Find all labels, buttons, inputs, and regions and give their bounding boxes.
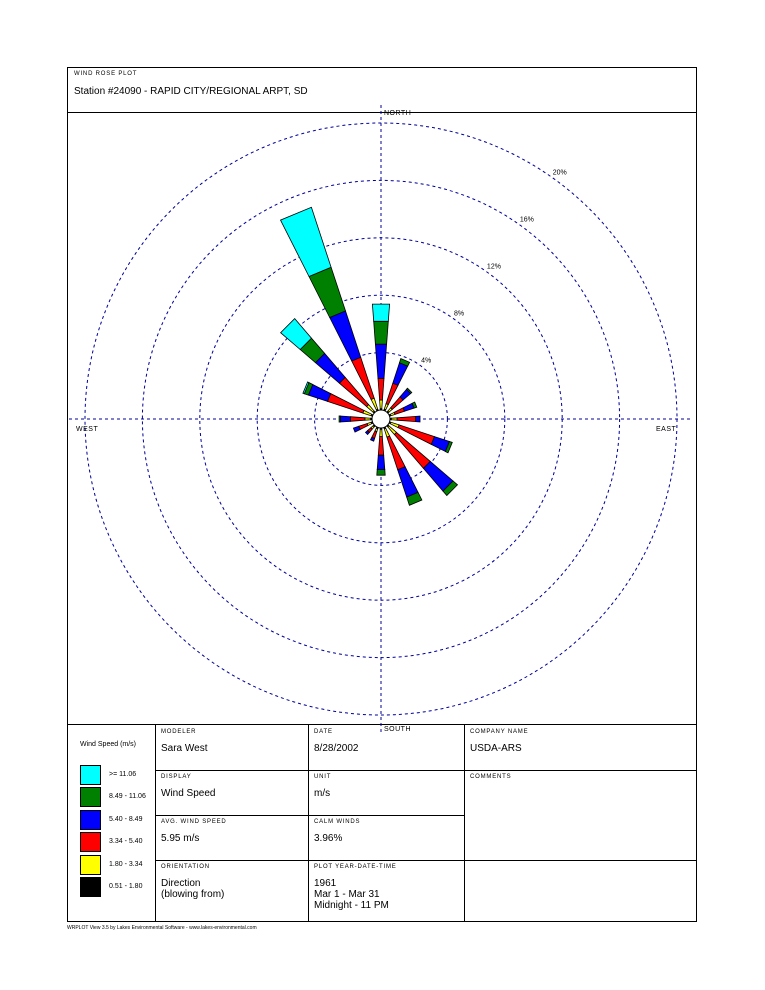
legend-label: 3.34 - 5.40 xyxy=(109,838,143,845)
calm-winds-label: CALM WINDS xyxy=(314,819,361,825)
modeler-value: Sara West xyxy=(161,743,208,754)
legend-swatch xyxy=(80,832,101,852)
petal-N-bin-5 xyxy=(372,304,389,321)
petal-W-bin-2 xyxy=(351,417,365,422)
petal-ESE-bin-1 xyxy=(390,422,399,427)
petal-SSE-bin-3 xyxy=(398,467,418,497)
ring-label: 20% xyxy=(552,169,567,177)
petal-WSW-bin-3 xyxy=(353,426,360,432)
plot-type-label: WIND ROSE PLOT xyxy=(74,71,138,77)
ring-label: 4% xyxy=(421,357,432,365)
petal-S-bin-2 xyxy=(378,437,383,456)
period-value xyxy=(314,878,389,911)
calm-winds-value: 3.96% xyxy=(314,833,343,844)
petal-NE-bin-2 xyxy=(391,397,404,410)
petal-N-bin-2 xyxy=(378,379,384,401)
ring-label: 12% xyxy=(486,263,501,271)
legend-swatch xyxy=(80,765,101,785)
period-hours: Midnight - 11 PM xyxy=(314,900,389,911)
orientation-line: (blowing from) xyxy=(161,889,225,900)
legend-label: 0.51 - 1.80 xyxy=(109,883,143,890)
plot-header xyxy=(68,68,696,113)
petal-W-bin-4 xyxy=(339,416,340,422)
petal-E-bin-1 xyxy=(391,418,397,420)
speed-legend xyxy=(68,725,155,922)
company-value: USDA-ARS xyxy=(470,743,522,754)
north-label: NORTH xyxy=(384,110,412,117)
legend-label: 1.80 - 3.34 xyxy=(109,861,143,868)
legend-title: Wind Speed (m/s) xyxy=(80,741,137,748)
legend-label: 5.40 - 8.49 xyxy=(109,816,143,823)
petal-SSW-bin-3 xyxy=(371,437,375,441)
date-value: 8/28/2002 xyxy=(314,743,359,754)
petal-NNE-bin-3 xyxy=(393,363,408,386)
date-label: DATE xyxy=(314,729,333,735)
unit-label: UNIT xyxy=(314,774,332,780)
petal-E-bin-3 xyxy=(416,416,420,422)
comments-cell xyxy=(464,770,697,860)
south-label: SOUTH xyxy=(384,726,411,733)
legend-swatch xyxy=(80,855,101,875)
orientation-value xyxy=(161,878,224,900)
date-cell xyxy=(308,725,464,770)
display-value: Wind Speed xyxy=(161,788,216,799)
petal-S-bin-3 xyxy=(377,455,385,469)
company-label: COMPANY NAME xyxy=(470,729,529,735)
petal-N-bin-3 xyxy=(375,344,386,378)
east-label: EAST xyxy=(656,426,677,433)
petal-WNW-bin-1 xyxy=(363,410,372,415)
wind-rose-sheet xyxy=(67,67,697,922)
period-dates: Mar 1 - Mar 31 xyxy=(314,889,380,900)
period-year: 1961 xyxy=(314,878,337,889)
petal-S-bin-1 xyxy=(380,429,383,436)
petal-S-bin-4 xyxy=(377,470,385,476)
ring-label: 16% xyxy=(519,216,534,224)
petal-ENE-bin-2 xyxy=(394,408,404,415)
petal-N-bin-1 xyxy=(380,400,383,409)
company-cell xyxy=(464,725,697,770)
station-title: Station #24090 - RAPID CITY/REGIONAL ARPT, SD xyxy=(74,86,308,97)
petal-E-bin-2 xyxy=(397,416,416,421)
petal-SSE-bin-1 xyxy=(384,428,389,437)
petal-NNW-bin-1 xyxy=(371,398,378,410)
petal-N-bin-4 xyxy=(374,321,389,344)
display-label: DISPLAY xyxy=(161,774,192,780)
avg-speed-label: AVG. WIND SPEED xyxy=(161,819,227,825)
orientation-label: ORIENTATION xyxy=(161,864,210,870)
ring-label: 8% xyxy=(454,310,465,318)
modeler-cell xyxy=(155,725,308,770)
comments-label: COMMENTS xyxy=(470,774,512,780)
petal-W-bin-1 xyxy=(365,418,371,420)
period-cell xyxy=(308,860,464,922)
unit-cell xyxy=(308,770,464,815)
west-label: WEST xyxy=(76,426,99,433)
display-cell xyxy=(155,770,308,815)
calm-circle xyxy=(372,410,390,428)
legend-label: 8.49 - 11.06 xyxy=(109,793,146,800)
petal-NNW-bin-4 xyxy=(309,267,346,317)
avg-speed-value: 5.95 m/s xyxy=(161,833,200,844)
unit-value: m/s xyxy=(314,788,331,799)
orientation-cell xyxy=(155,860,308,922)
avg-speed-cell xyxy=(155,815,308,860)
orientation-line: Direction xyxy=(161,878,201,889)
modeler-label: MODELER xyxy=(161,729,197,735)
petal-NNW-bin-3 xyxy=(330,311,361,361)
legend-swatch xyxy=(80,810,101,830)
legend-swatch xyxy=(80,877,101,897)
legend-label: >= 11.06 xyxy=(109,771,137,778)
calm-winds-cell xyxy=(308,815,464,860)
petal-W-bin-3 xyxy=(341,416,351,422)
petal-NNW-bin-5 xyxy=(281,207,332,276)
legend-swatch xyxy=(80,787,101,807)
software-credit: WRPLOT View 3.5 by Lakes Environmental Software - www.lakes-environmental.com xyxy=(67,925,257,931)
period-label: PLOT YEAR-DATE-TIME xyxy=(314,864,397,870)
